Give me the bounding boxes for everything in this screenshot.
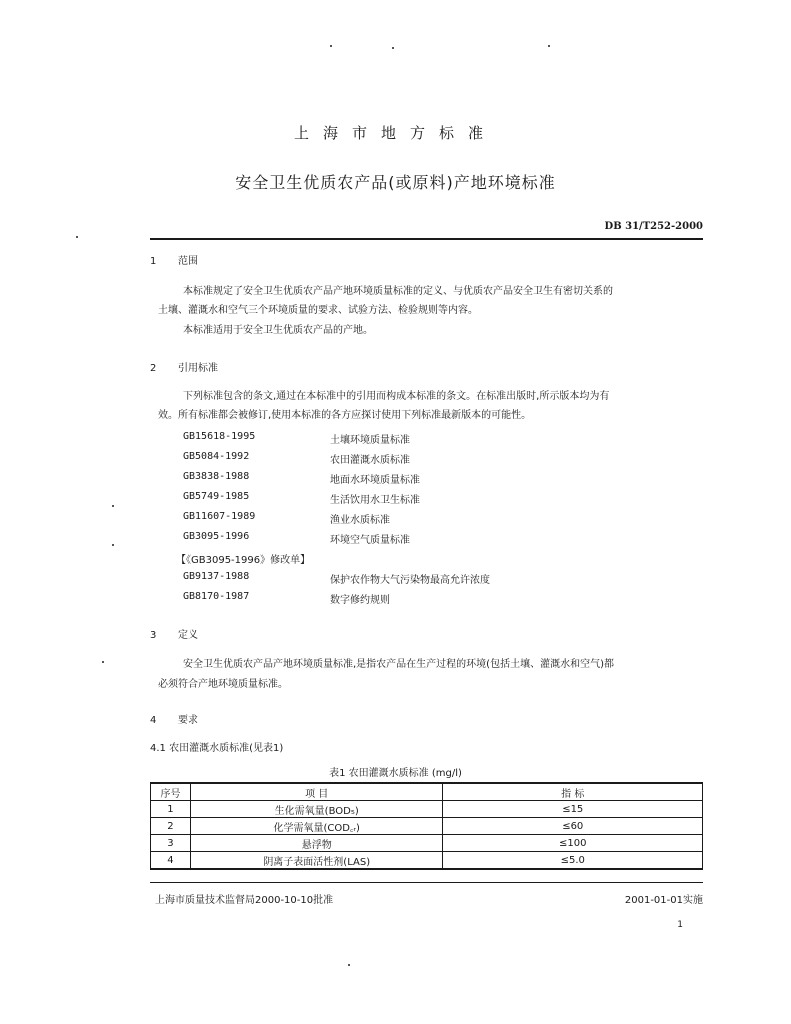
page-number: 1 — [677, 920, 683, 930]
reference-name: 数字修约规则 — [330, 595, 390, 606]
reference-name: 渔业水质标准 — [330, 515, 390, 526]
document-title: 安全卫生优质农产品(或原料)产地环境标准 — [235, 173, 556, 192]
section-title: 范围 — [178, 256, 198, 267]
scan-speck — [348, 964, 350, 966]
reference-name: 土壤环境质量标准 — [330, 435, 410, 446]
table-cell: ≤5.0 — [443, 852, 703, 870]
section-number: 1 — [150, 256, 157, 267]
table-cell: 生化需氧量(BOD₅) — [190, 801, 443, 818]
column-header: 项 目 — [190, 783, 443, 801]
subsection-4-1-heading: 4.1 农田灌溉水质标准(见表1) — [150, 743, 284, 754]
table-row — [151, 852, 703, 870]
table-cell: 悬浮物 — [190, 835, 443, 852]
table-cell: 3 — [151, 835, 191, 852]
table-cell: ≤15 — [443, 801, 703, 818]
reference-name: 农田灌溉水质标准 — [330, 455, 410, 466]
issuing-organization: 上海市地方标准 — [293, 124, 497, 142]
table-cell: 2 — [151, 818, 191, 835]
section-number: 3 — [150, 630, 157, 641]
table-row — [151, 835, 703, 852]
section-3-heading — [150, 626, 198, 641]
scan-speck — [548, 45, 550, 47]
reference-name: 环境空气质量标准 — [330, 535, 410, 546]
section-1-text-line: 土壤、灌溉水和空气三个环境质量的要求、试验方法、检验规则等内容。 — [158, 305, 478, 316]
approval-note: 上海市质量技术监督局2000-10-10批准 — [155, 895, 334, 906]
section-2-text-line: 效。所有标准都会被修订,使用本标准的各方应探讨使用下列标准最新版本的可能性。 — [158, 410, 532, 421]
reference-code: GB11607-1989 — [183, 511, 256, 522]
section-1-heading — [150, 252, 198, 267]
reference-amendment: 【《GB3095-1996》修改单】 — [176, 555, 311, 566]
section-1-text-line: 本标准规定了安全卫生优质农产品产地环境质量标准的定义、与优质农产品安全卫生有密切关系的 — [183, 286, 613, 297]
section-2-heading — [150, 359, 218, 374]
section-4-heading — [150, 711, 198, 726]
section-number: 2 — [150, 363, 157, 374]
section-title: 要求 — [178, 715, 198, 726]
reference-code: GB8170-1987 — [183, 591, 250, 602]
reference-code: GB5749-1985 — [183, 491, 250, 502]
irrigation-water-quality-table — [150, 782, 703, 870]
footer-rule — [150, 882, 703, 883]
column-header: 序号 — [151, 783, 191, 801]
reference-code: GB15618-1995 — [183, 431, 256, 442]
table-row — [151, 818, 703, 835]
table-cell: ≤60 — [443, 818, 703, 835]
reference-code: GB3095-1996 — [183, 531, 250, 542]
section-title: 引用标准 — [178, 363, 218, 374]
reference-code: GB9137-1988 — [183, 571, 250, 582]
reference-code: GB5084-1992 — [183, 451, 250, 462]
table-row — [151, 801, 703, 818]
table-header-row — [151, 783, 703, 801]
section-number: 4 — [150, 715, 157, 726]
standard-code: DB 31/T252-2000 — [604, 221, 703, 232]
scan-speck — [112, 505, 114, 507]
header-rule — [150, 238, 703, 240]
table-cell: 1 — [151, 801, 191, 818]
section-title: 定义 — [178, 630, 198, 641]
column-header: 指 标 — [443, 783, 703, 801]
table-caption: 表1 农田灌溉水质标准 (mg/l) — [329, 768, 462, 779]
scan-speck — [392, 47, 394, 49]
scan-speck — [102, 661, 104, 663]
scan-speck — [330, 45, 332, 47]
scan-speck — [76, 236, 78, 238]
section-2-text-line: 下列标准包含的条文,通过在本标准中的引用而构成本标准的条文。在标准出版时,所示版本均为有 — [183, 391, 610, 402]
section-3-text-line: 安全卫生优质农产品产地环境质量标准,是指农产品在生产过程的环境(包括土壤、灌溉水和空气)都 — [183, 659, 614, 670]
reference-code: GB3838-1988 — [183, 471, 250, 482]
table-cell: ≤100 — [443, 835, 703, 852]
section-3-text-line: 必须符合产地环境质量标准。 — [158, 679, 288, 690]
table-cell: 4 — [151, 852, 191, 870]
section-1-scope-line: 本标准适用于安全卫生优质农产品的产地。 — [183, 325, 373, 336]
implementation-date: 2001-01-01实施 — [624, 895, 703, 906]
reference-name: 保护农作物大气污染物最高允许浓度 — [330, 575, 490, 586]
table-cell: 阴离子表面活性剂(LAS) — [190, 852, 443, 870]
table-cell: 化学需氧量(COD꜀ᵣ) — [190, 818, 443, 835]
scan-speck — [112, 544, 114, 546]
reference-name: 生活饮用水卫生标准 — [330, 495, 420, 506]
reference-name: 地面水环境质量标准 — [330, 475, 420, 486]
